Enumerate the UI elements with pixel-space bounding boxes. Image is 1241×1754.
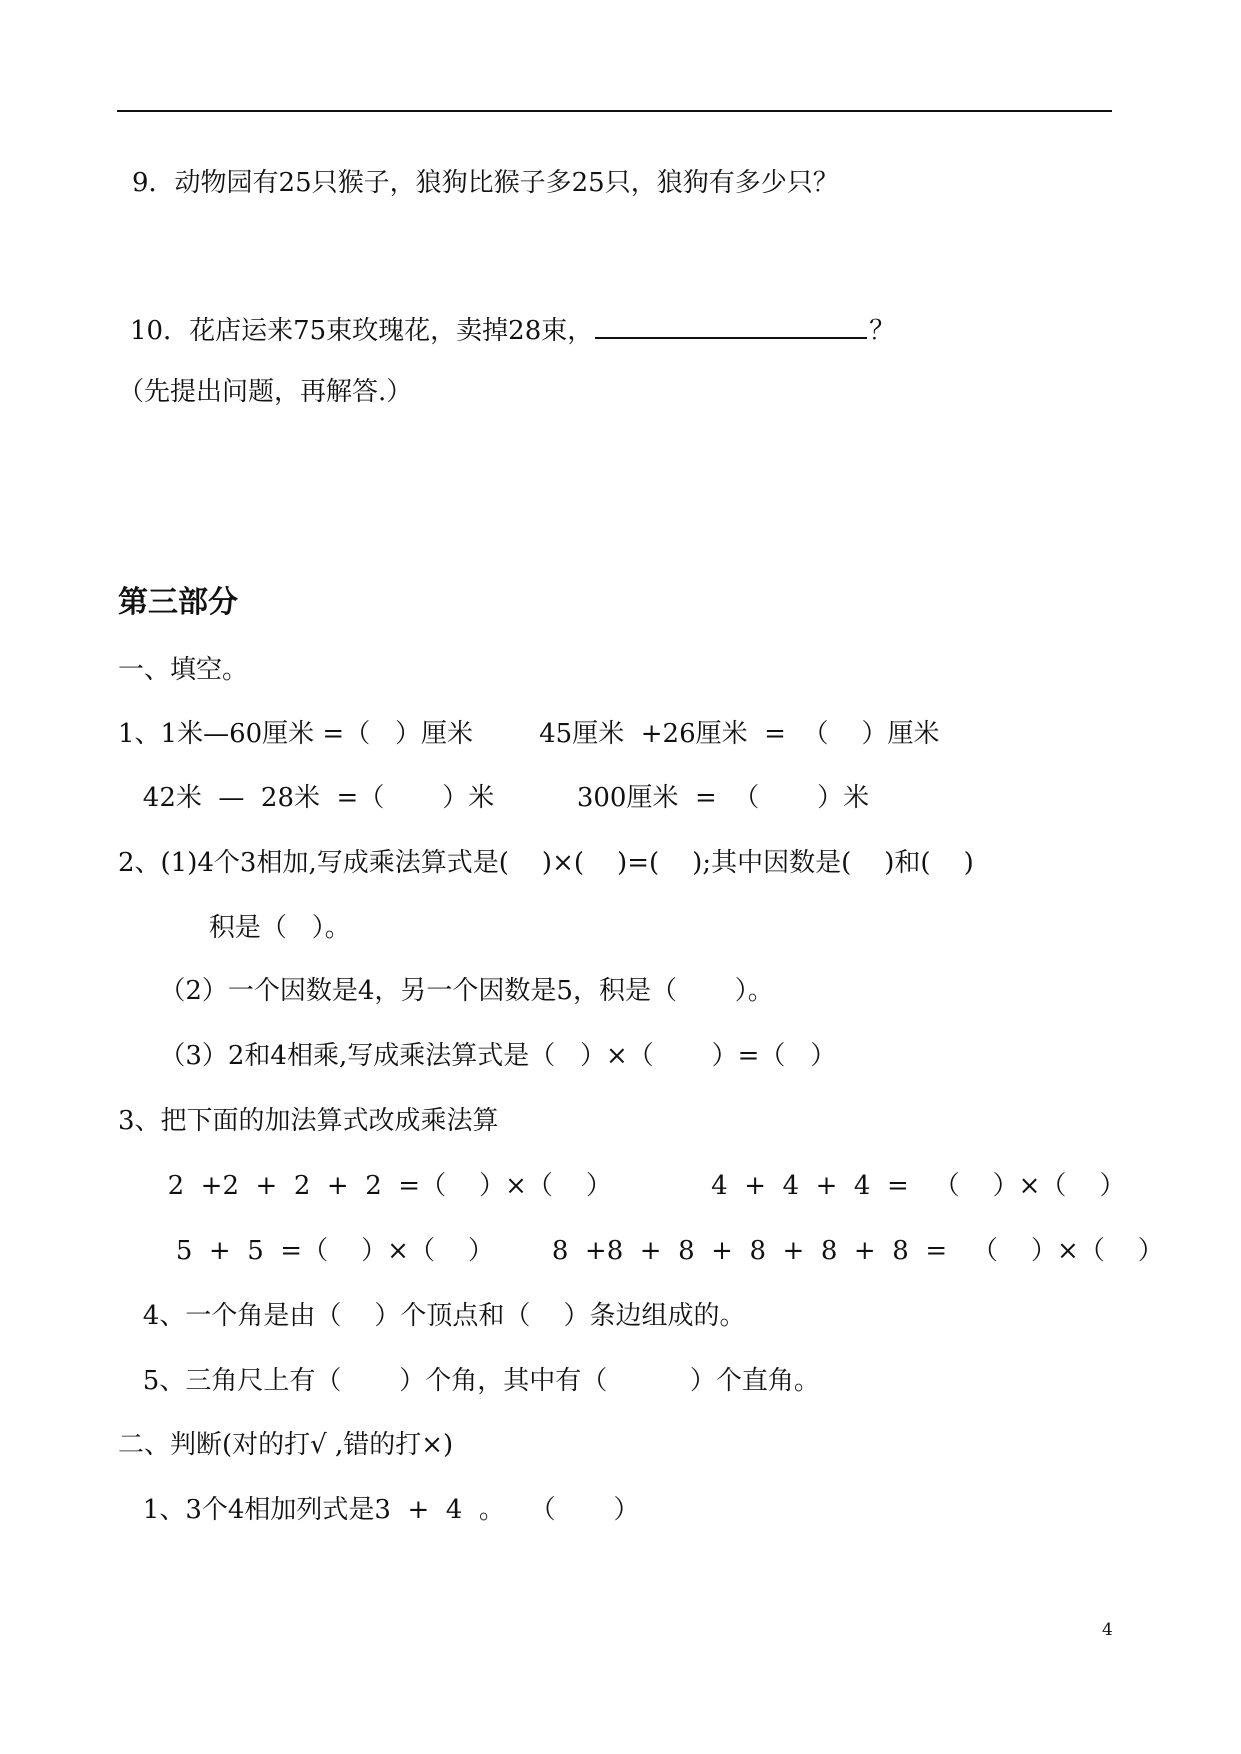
exercise-line: 5 + 5 =（ ）×（ ） 8 +8 + 8 + 8 + 8 + 8 = （ ）×（ ） — [118, 1236, 1164, 1266]
exercise-line: 42米 — 28米 =（ ）米 300厘米 = （ ）米 — [118, 783, 870, 813]
page-number: 4 — [1102, 1620, 1113, 1640]
exercise-line: 积是（ ）。 — [118, 913, 351, 943]
exercise-line: （3）2和4相乘,写成乘法算式是（ ）×（ ）=（ ） — [118, 1041, 837, 1071]
question-10-text: 10．花店运来75束玫瑰花，卖掉28束， — [130, 316, 594, 346]
exercise-line: 4、一个角是由（ ）个顶点和（ ）条边组成的。 — [118, 1301, 746, 1331]
exercise-line: 2 +2 + 2 + 2 =（ ）×（ ） 4 + 4 + 4 = （ ）×（ ） — [118, 1171, 1126, 1201]
section-title: 第三部分 — [118, 585, 238, 620]
exercise-line: 2、(1)4个3相加,写成乘法算式是( )×( )=( );其中因数是( )和( ) — [118, 848, 974, 878]
fill-blank-heading: 一、填空。 — [118, 655, 249, 685]
exercise-line: 5、三角尺上有（ ）个角，其中有（ ）个直角。 — [118, 1366, 820, 1396]
judge-item: 1、3个4相加列式是3 + 4 。 （ ） — [118, 1495, 640, 1525]
question-10-mark: ？ — [869, 316, 896, 346]
judge-heading: 二、判断(对的打√ ,错的打×) — [118, 1430, 454, 1460]
exercise-line: （2）一个因数是4，另一个因数是5，积是（ ）。 — [118, 976, 774, 1006]
exercise-line: 1、1米—60厘米 =（ ）厘米 45厘米 +26厘米 = （ ）厘米 — [118, 719, 940, 749]
question-10-note: （先提出问题，再解答.） — [118, 377, 413, 407]
exercise-line: 3、把下面的加法算式改成乘法算 — [118, 1106, 499, 1136]
question-10 — [130, 313, 895, 348]
question-9: 9．动物园有25只猴子，狼狗比猴子多25只，狼狗有多少只？ — [132, 168, 839, 198]
header-rule — [117, 110, 1112, 112]
answer-blank[interactable] — [595, 313, 867, 339]
